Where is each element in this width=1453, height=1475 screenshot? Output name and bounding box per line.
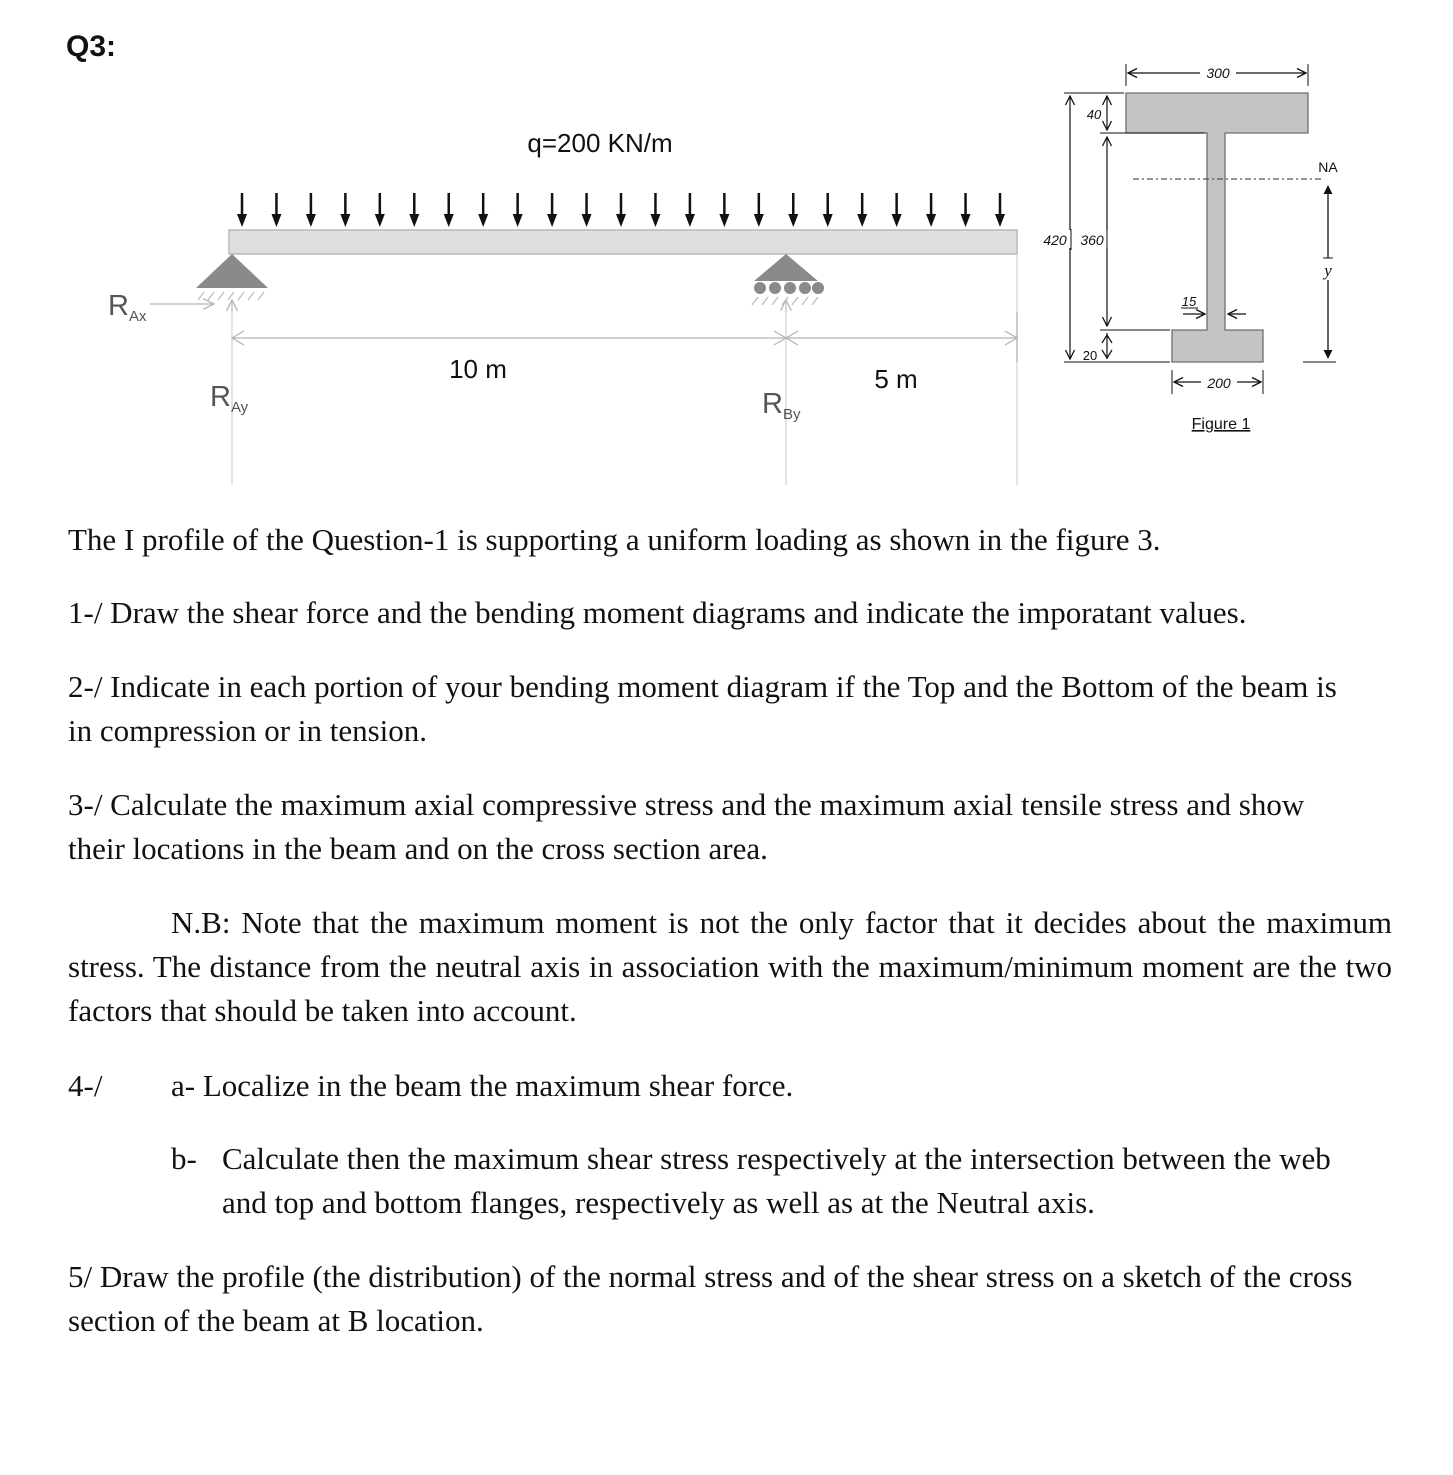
load-arrow: [271, 193, 281, 227]
bottom-width-label: 200: [1207, 375, 1231, 391]
reaction-ax-label: $R_{Ax}$: [108, 290, 147, 325]
roller-support-b: [752, 254, 824, 305]
question-2: 2-/ Indicate in each portion of your bending moment diagram if the Top and the Bottom of the beam is in compression or in tension.: [68, 669, 1337, 748]
web-thickness-label: 15: [1181, 294, 1197, 309]
question-4-number: 4-/: [68, 1068, 103, 1103]
reaction-by-label: $R_{By}$: [762, 388, 801, 423]
load-label: q=200 KN/m: [527, 128, 673, 158]
note-paragraph: N.B: Note that the maximum moment is not the only factor that it decides about the maximum stress. The distance from the neutral axis in association with the maximum/minimum moment are the two factors that should be taken into account.: [68, 905, 1392, 1028]
beam-diagram: [108, 128, 1017, 485]
load-arrow: [616, 193, 626, 227]
total-height-label: 420: [1043, 232, 1067, 248]
top-width-label: 300: [1206, 65, 1230, 81]
pin-support-a: [196, 254, 268, 300]
problem-figure: [0, 0, 1453, 500]
load-arrow: [547, 193, 557, 227]
load-arrow: [444, 193, 454, 227]
web-height-label: 360: [1080, 232, 1104, 248]
question-heading: Q3:: [66, 30, 117, 63]
load-arrow: [582, 193, 592, 227]
load-arrow: [650, 193, 660, 227]
intro-paragraph: The I profile of the Question-1 is supporting a uniform loading as shown in the figure 3.: [68, 522, 1161, 557]
load-arrow: [719, 193, 729, 227]
load-arrow: [857, 193, 867, 227]
load-arrow: [926, 193, 936, 227]
distributed-load-arrows: [237, 193, 1005, 227]
i-section-diagram: [1040, 64, 1338, 433]
question-3: 3-/ Calculate the maximum axial compressive stress and the maximum axial tensile stress and show their locations in the beam and on the cross section area.: [68, 787, 1305, 866]
load-arrow: [409, 193, 419, 227]
load-arrow: [788, 193, 798, 227]
question-4b: Calculate then the maximum shear stress respectively at the intersection between the web and top and bottom flanges, respectively as well as at the Neutral axis.: [222, 1141, 1331, 1220]
beam: [229, 230, 1017, 254]
load-arrow: [823, 193, 833, 227]
question-4b-marker: b-: [171, 1141, 197, 1176]
question-5: 5/ Draw the profile (the distribution) of the normal stress and of the shear stress on a sketch of the cross section of the beam at B location.: [68, 1259, 1353, 1338]
load-arrow: [237, 193, 247, 227]
load-arrow: [478, 193, 488, 227]
y-label: y: [1324, 261, 1332, 280]
load-arrow: [961, 193, 971, 227]
question-1: 1-/ Draw the shear force and the bending moment diagrams and indicate the imporatant values.: [68, 595, 1247, 630]
load-arrow: [306, 193, 316, 227]
span-2-label: 5 m: [874, 364, 918, 394]
load-arrow: [892, 193, 902, 227]
load-arrow: [754, 193, 764, 227]
load-arrow: [340, 193, 350, 227]
top-flange-label: 40: [1086, 107, 1102, 122]
question-4a: a- Localize in the beam the maximum shear force.: [171, 1068, 794, 1103]
reaction-ay-label: $R_{Ay}$: [210, 381, 249, 416]
na-label: NA: [1318, 159, 1338, 175]
load-arrow: [513, 193, 523, 227]
span-1-label: 10 m: [449, 354, 507, 384]
figure-caption: Figure 1: [1191, 416, 1251, 433]
load-arrow: [375, 193, 385, 227]
load-arrow: [995, 193, 1005, 227]
bottom-flange-label: 20: [1082, 348, 1098, 363]
load-arrow: [685, 193, 695, 227]
